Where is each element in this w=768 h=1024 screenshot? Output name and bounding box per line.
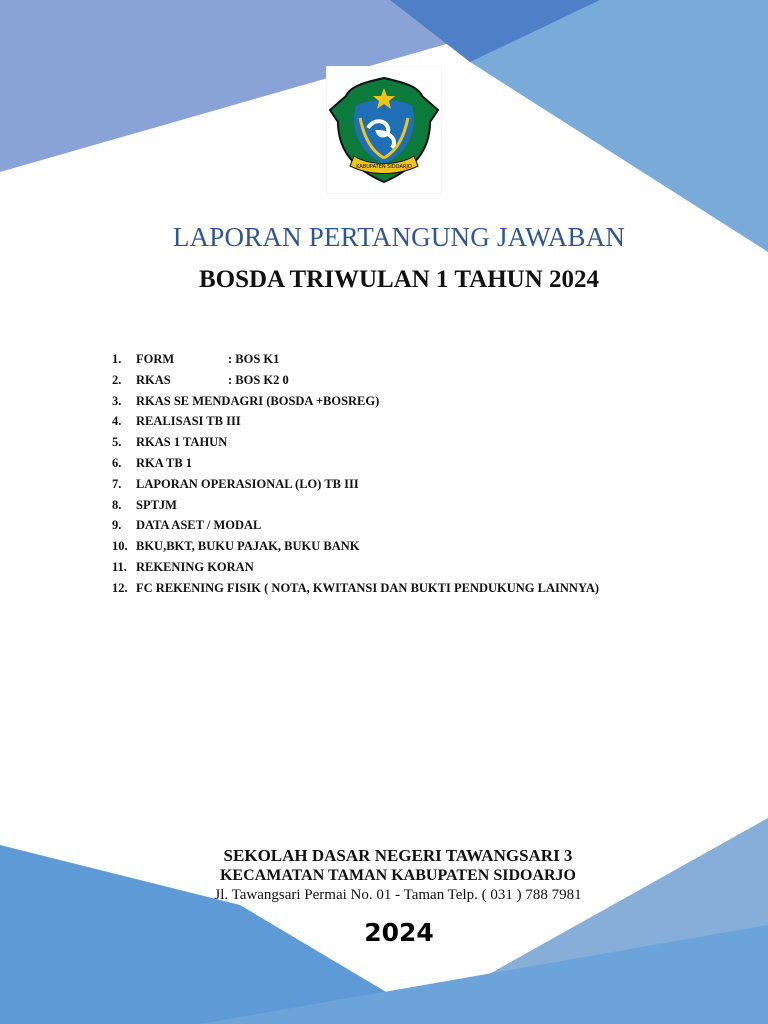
- checklist-item: 12. FC REKENING FISIK ( NOTA, KWITANSI DAN BUKTI PENDUKUNG LAINNYA): [112, 580, 600, 595]
- sidoarjo-regency-emblem-icon: [326, 66, 442, 194]
- document-title: LAPORAN PERTANGUNG JAWABAN: [172, 222, 626, 252]
- document-subtitle: BOSDA TRIWULAN 1 TAHUN 2024: [198, 266, 600, 293]
- school-district: KECAMATAN TAMAN KABUPATEN SIDOARJO: [219, 867, 576, 884]
- checklist-item: 1. FORM : BOS K1: [112, 352, 280, 366]
- school-name: SEKOLAH DASAR NEGERI TAWANGSARI 3: [223, 846, 573, 865]
- checklist-item: 3. RKAS SE MENDAGRI (BOSDA +BOSREG): [112, 393, 380, 408]
- checklist-item: 5. RKAS 1 TAHUN: [112, 435, 228, 450]
- svg-text:KABUPATEN SIDOARJO: KABUPATEN SIDOARJO: [356, 164, 412, 170]
- regency-logo: [326, 66, 442, 194]
- checklist-item: 9. DATA ASET / MODAL: [112, 518, 262, 533]
- checklist-item: 6. RKA TB 1: [112, 455, 193, 470]
- document-year: 2024: [364, 918, 434, 947]
- checklist-item: 7. LAPORAN OPERASIONAL (LO) TB III: [112, 476, 359, 491]
- checklist-item: 10. BKU,BKT, BUKU PAJAK, BUKU BANK: [112, 539, 360, 554]
- checklist-item: 4. REALISASI TB III: [112, 414, 241, 429]
- checklist-item: 11. REKENING KORAN: [112, 559, 254, 574]
- checklist-item: 8. SPTJM: [112, 497, 177, 512]
- document-checklist: [112, 349, 599, 599]
- checklist-item: 2. RKAS : BOS K2 0: [112, 372, 289, 387]
- school-address: Jl. Tawangsari Permai No. 01 - Taman Telp. ( 031 ) 788 7981: [214, 887, 582, 903]
